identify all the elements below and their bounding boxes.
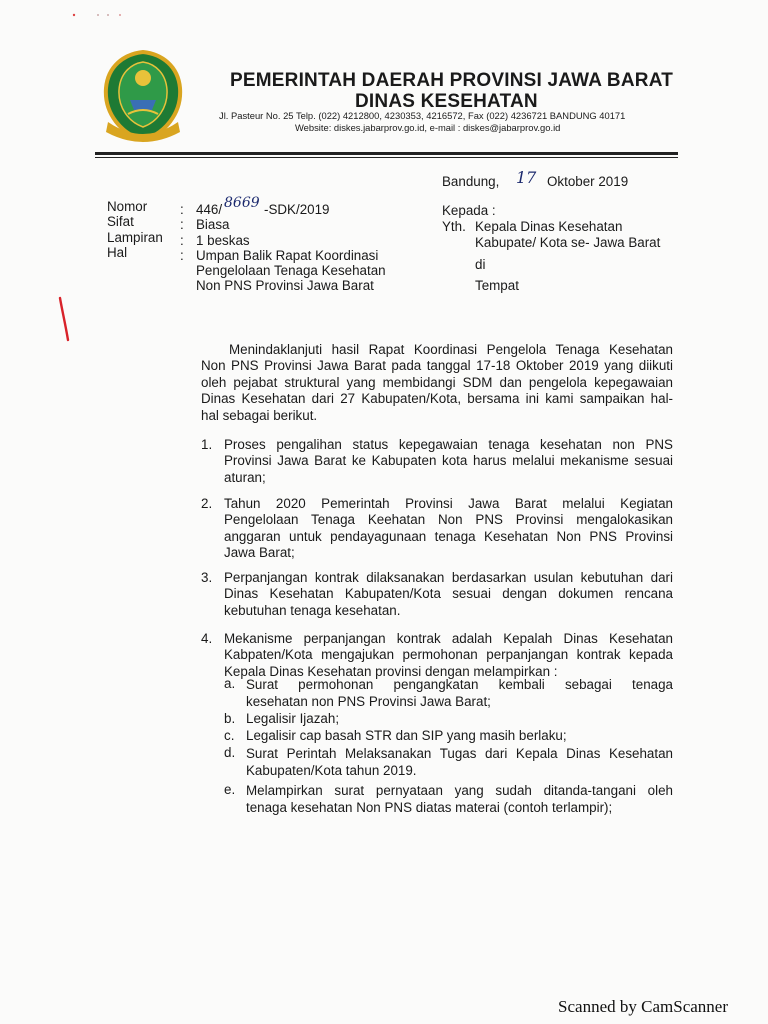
item-line: Perpanjangan kontrak dilaksanakan berdasarkan usulan kebutuhan dari (224, 570, 673, 585)
scan-specks (72, 6, 132, 14)
subitem-line: Surat Perintah Melaksanakan Tugas dari Kepala Dinas Kesehatan (246, 746, 673, 761)
hal-line-3: Non PNS Provinsi Jawa Barat (196, 278, 374, 293)
lampiran-label: Lampiran (107, 230, 163, 245)
hal-label: Hal (107, 245, 128, 260)
subitem-letter: c. (224, 728, 235, 743)
subitem-letter: e. (224, 782, 236, 797)
sifat-colon: : (180, 217, 184, 232)
recipient-di: di (475, 257, 486, 272)
scanner-watermark: Scanned by CamScanner (558, 997, 728, 1016)
subitem-letter: d. (224, 745, 236, 760)
intro-paragraph (201, 342, 673, 424)
intro-line: Non PNS Provinsi Jawa Barat pada tanggal 17-18 Oktober 2019 yang diikuti (201, 358, 673, 374)
nomor-colon: : (180, 202, 184, 217)
letterhead-rule-thin (95, 157, 678, 158)
date-city: Bandung, (442, 174, 500, 189)
letterhead-subtitle: DINAS KESEHATAN (355, 91, 538, 112)
date-day-handwritten: 17 (516, 168, 537, 187)
item-line: Tahun 2020 Pemerintah Provinsi Jawa Barat melalui Kegiatan (224, 496, 673, 511)
date-month-year: Oktober 2019 (547, 174, 629, 189)
item-number: 1. (201, 437, 213, 452)
hal-line-1: Umpan Balik Rapat Koordinasi (196, 248, 379, 263)
letterhead-address: Jl. Pasteur No. 25 Telp. (022) 4212800, 4230353, 4216572, Fax (022) 4236721 BANDUNG 40171 (219, 110, 626, 121)
item-number: 2. (201, 496, 213, 511)
intro-line: oleh pejabat struktural yang membidangi SDM dan pengelola kepegawaian (201, 374, 673, 390)
item-line: Proses pengalihan status kepegawaian tenaga kesehatan non PNS (224, 437, 673, 452)
recipient-yth: Yth. (442, 219, 466, 234)
letterhead-rule-thick (95, 152, 678, 155)
recipient-kepada: Kepada : (442, 203, 496, 218)
item-line: Provinsi Jawa Barat ke Kabupaten kota harus melalui mekanisme sesuai (224, 453, 673, 469)
subitem-line: Melampirkan surat pernyataan yang sudah ditanda-tangani oleh (246, 783, 673, 798)
item-line: anggaran untuk pendayagunaan tenaga Kesehatan Non PNS Provinsi (224, 528, 673, 544)
letterhead-website: Website: diskes.jabarprov.go.id, e-mail : diskes@jabarprov.go.id (295, 122, 561, 133)
subitem-line: kesehatan non PNS Provinsi Jawa Barat; (246, 694, 491, 709)
intro-line: Menindaklanjuti hasil Rapat Koordinasi Pengelola Tenaga Kesehatan (229, 342, 673, 357)
subitem-line: Legalisir Ijazah; (246, 711, 340, 726)
sifat-label: Sifat (107, 214, 134, 229)
hal-line-2: Pengelolaan Tenaga Kesehatan (196, 263, 386, 278)
subitem-line: Legalisir cap basah STR dan SIP yang masih berlaku; (246, 728, 567, 743)
letterhead-title: PEMERINTAH DAERAH PROVINSI JAWA BARAT (230, 70, 674, 91)
subitem-line: Surat permohonan pengangkatan kembali sebagai tenaga (246, 677, 673, 692)
subitem (246, 676, 673, 710)
lampiran-colon: : (180, 233, 184, 248)
subitem-letter: a. (224, 676, 236, 691)
item-line: Kepala Dinas Kesehatan provinsi dengan melampirkan : (224, 663, 558, 679)
item-line: Jawa Barat; (224, 545, 295, 561)
intro-line: hal sebagai berikut. (201, 407, 318, 423)
item-line: Kabpaten/Kota mengajukan permohonan perpanjangan kontrak kepada (224, 647, 673, 663)
subitem-letter: b. (224, 711, 236, 726)
subitem-line: tenaga kesehatan Non PNS diatas materai (contoh terlampir); (246, 800, 613, 815)
recipient-line-2: Kabupate/ Kota se- Jawa Barat (475, 235, 661, 250)
item-number: 3. (201, 570, 213, 585)
nomor-handwritten: 8669 (224, 195, 260, 211)
nomor-prefix: 446/ (196, 202, 223, 217)
numbered-item (224, 631, 673, 680)
item-line: kebutuhan tenaga kesehatan. (224, 602, 401, 618)
numbered-item (224, 570, 673, 619)
red-margin-mark (56, 296, 72, 346)
nomor-label: Nomor (107, 199, 148, 214)
subitem (246, 745, 673, 779)
intro-line: Dinas Kesehatan dari 27 Kabupaten/Kota, bersama ini kami sampaikan hal- (201, 391, 673, 407)
lampiran-value: 1 beskas (196, 233, 250, 248)
item-line: Dinas Kesehatan Kabupaten/Kota sesuai dengan dokumen rencana (224, 586, 673, 602)
subitem (246, 782, 673, 816)
numbered-item (224, 496, 673, 562)
jawa-barat-crest-icon (100, 48, 186, 144)
sifat-value: Biasa (196, 217, 230, 232)
recipient-line-1: Kepala Dinas Kesehatan (475, 219, 623, 234)
nomor-suffix: -SDK/2019 (264, 202, 330, 217)
item-line: aturan; (224, 469, 266, 485)
numbered-item (224, 437, 673, 486)
recipient-tempat: Tempat (475, 278, 519, 293)
hal-colon: : (180, 248, 184, 263)
item-number: 4. (201, 631, 213, 646)
item-line: Pengelolaan Tenaga Keehatan Non PNS Provinsi mengalokasikan (224, 512, 673, 528)
item-line: Mekanisme perpanjangan kontrak adalah Kepalah Dinas Kesehatan (224, 631, 673, 646)
subitem-line: Kabupaten/Kota tahun 2019. (246, 763, 417, 778)
